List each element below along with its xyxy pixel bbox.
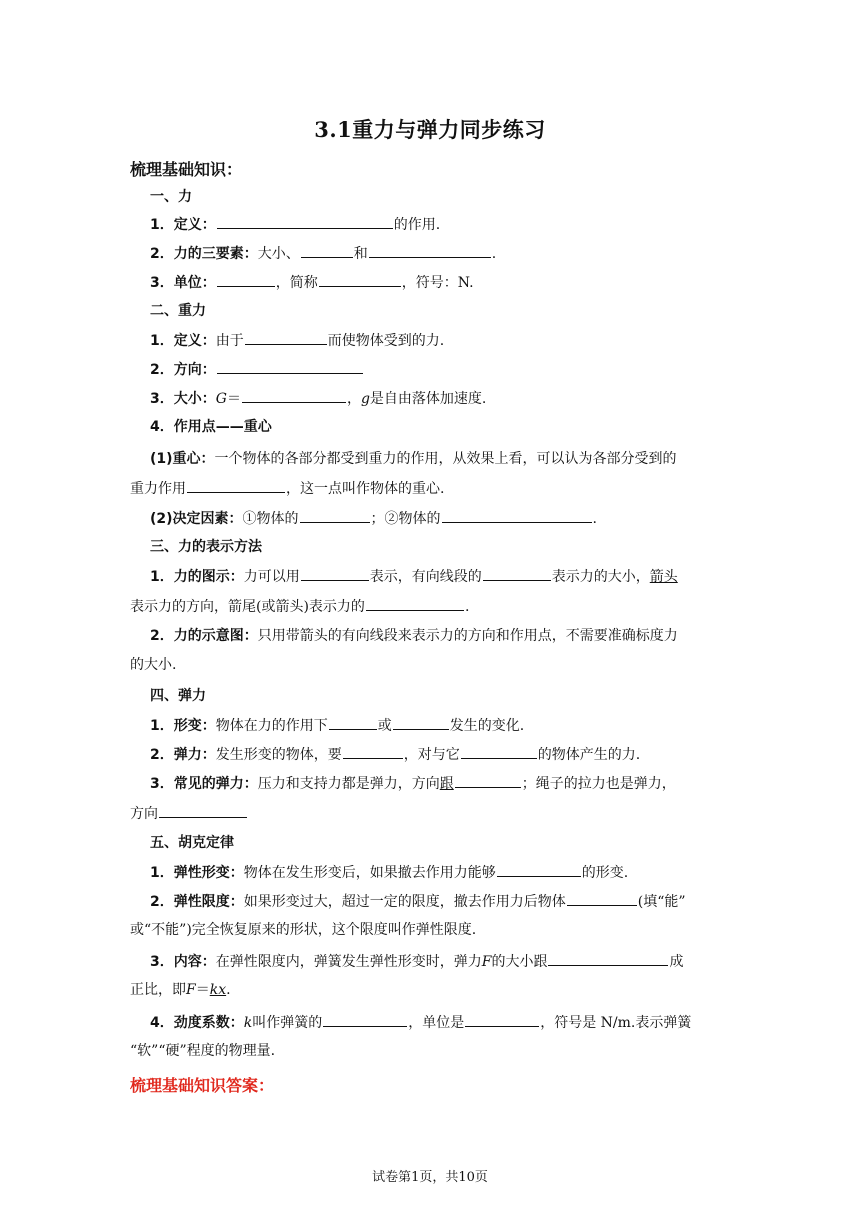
- answer-blank[interactable]: [329, 715, 377, 730]
- answer-blank[interactable]: [187, 478, 285, 493]
- answer-blank[interactable]: [567, 891, 637, 906]
- answer-blank[interactable]: [217, 359, 363, 374]
- p5-elastic-deformation: 1．弹性形变：物体在发生形变后，如果撤去作用力能够 的形变.: [150, 862, 750, 883]
- part4-heading: 四、弹力: [150, 688, 206, 704]
- section-heading: 梳理基础知识：: [130, 160, 243, 179]
- p5-stiffness: 4．劲度系数：k叫作弹簧的 ，单位是 ，符号是 N/m.表示弹簧: [150, 1012, 750, 1033]
- p3-schematic: 2．力的示意图：只用带箭头的有向线段来表示力的方向和作用点，不需要准确标度力: [150, 628, 678, 644]
- page-footer: 试卷第1页，共10页: [372, 1170, 488, 1185]
- answer-blank[interactable]: [465, 1012, 539, 1027]
- p2-definition: 1．定义：由于 而使物体受到的力.: [150, 330, 750, 351]
- p1-unit: 3．单位： ，简称 ，符号：N.: [150, 272, 750, 293]
- p5-stiffness-cont: “软”“硬”程度的物理量.: [130, 1043, 276, 1059]
- answer-blank[interactable]: [323, 1012, 407, 1027]
- p2-cog-def-cont: 重力作用 ，这一点叫作物体的重心.: [130, 478, 730, 499]
- p2-direction: 2．方向：: [150, 359, 750, 380]
- p2-center-of-gravity: 4．作用点——重心: [150, 419, 272, 435]
- answer-blank[interactable]: [217, 214, 393, 229]
- answer-blank[interactable]: [159, 803, 247, 818]
- part3-heading: 三、力的表示方法: [150, 539, 262, 555]
- answer-blank[interactable]: [548, 951, 668, 966]
- p5-content-cont: 正比，即F＝kx.: [130, 982, 231, 998]
- p4-common-forces: 3．常见的弹力：压力和支持力都是弹力，方向跟 ；绳子的拉力也是弹力，: [150, 773, 750, 794]
- p5-content: 3．内容：在弹性限度内，弹簧发生弹性形变时，弹力F的大小跟 成: [150, 951, 750, 972]
- answer-blank[interactable]: [343, 744, 403, 759]
- answer-blank[interactable]: [301, 566, 369, 581]
- answer-blank[interactable]: [497, 862, 581, 877]
- answer-blank[interactable]: [319, 272, 401, 287]
- p5-elastic-limit: 2．弹性限度：如果形变过大，超过一定的限度，撤去作用力后物体 (填“能”: [150, 891, 750, 912]
- p4-deformation: 1．形变：物体在力的作用下 或 发生的变化.: [150, 715, 750, 736]
- answer-blank[interactable]: [483, 566, 551, 581]
- p1-three-elements: 2．力的三要素：大小、 和 .: [150, 243, 750, 264]
- answer-blank[interactable]: [369, 243, 491, 258]
- answer-blank[interactable]: [301, 243, 353, 258]
- p5-elastic-limit-cont: 或“不能”)完全恢复原来的形状，这个限度叫作弹性限度.: [130, 922, 477, 938]
- part5-heading: 五、胡克定律: [150, 835, 234, 851]
- p3-force-diagram: 1．力的图示：力可以用 表示，有向线段的 表示力的大小，箭头: [150, 566, 750, 587]
- answer-blank[interactable]: [366, 596, 464, 611]
- answer-blank[interactable]: [245, 330, 327, 345]
- p3-schematic-cont: 的大小.: [130, 657, 177, 673]
- part1-heading: 一、力: [150, 189, 192, 205]
- p2-cog-def: (1)重心：一个物体的各部分都受到重力的作用，从效果上看，可以认为各部分受到的: [150, 451, 677, 467]
- p4-elastic-force: 2．弹力：发生形变的物体，要 ，对与它 的物体产生的力.: [150, 744, 750, 765]
- answer-blank[interactable]: [461, 744, 537, 759]
- p2-magnitude: 3．大小：G＝ ，g是自由落体加速度.: [150, 388, 750, 409]
- p2-factors: (2)决定因素：①物体的 ；②物体的 .: [150, 508, 750, 529]
- answer-blank[interactable]: [455, 773, 521, 788]
- page-title: 3.1重力与弹力同步练习: [314, 117, 546, 142]
- part2-heading: 二、重力: [150, 303, 206, 319]
- answer-blank[interactable]: [242, 388, 346, 403]
- answer-blank[interactable]: [217, 272, 275, 287]
- answer-blank[interactable]: [442, 508, 592, 523]
- p1-definition: 1．定义： 的作用.: [150, 214, 750, 235]
- answer-heading: 梳理基础知识答案：: [130, 1076, 275, 1095]
- answer-blank[interactable]: [393, 715, 449, 730]
- answer-blank[interactable]: [300, 508, 370, 523]
- p3-force-diagram-cont: 表示力的方向，箭尾(或箭头)表示力的 .: [130, 596, 730, 617]
- p4-common-forces-cont: 方向: [130, 803, 730, 824]
